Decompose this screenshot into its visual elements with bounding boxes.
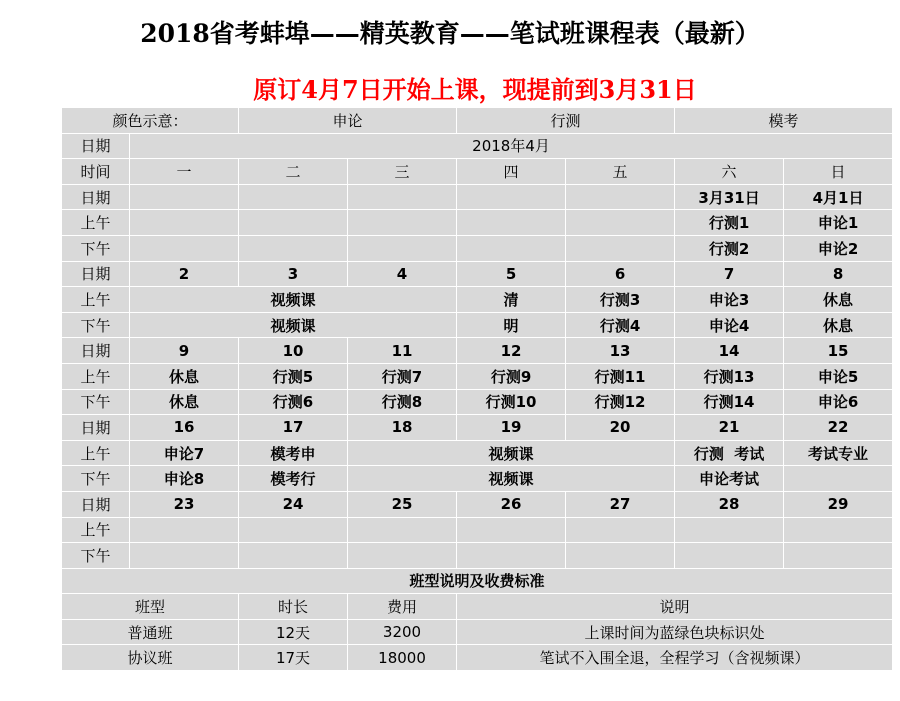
date-cell: 21 (675, 415, 784, 441)
session-cell (130, 235, 239, 261)
session-cell: 行测10 (457, 389, 566, 415)
session-cell (457, 235, 566, 261)
date-cell: 20 (566, 415, 675, 441)
session-cell (239, 235, 348, 261)
date-cell: 12 (457, 338, 566, 364)
row-label-pm: 下午 (62, 235, 130, 261)
row-label-pm: 下午 (62, 389, 130, 415)
session-cell: 行测3 (566, 287, 675, 313)
page-title: 2018省考蚌埠——精英教育——笔试班课程表（最新） (140, 19, 760, 48)
date-cell: 23 (130, 491, 239, 517)
mock-exam-cell: 模考申 (239, 440, 348, 466)
rest-cell: 休息 (784, 287, 893, 313)
session-cell: 行测8 (348, 389, 457, 415)
session-cell: 行测13 (675, 363, 784, 389)
date-cell: 4 (348, 261, 457, 287)
date-header-label: 日期 (62, 133, 130, 159)
session-cell (784, 517, 893, 543)
session-cell: 申论8 (130, 466, 239, 492)
holiday-cell: 明 (457, 312, 566, 338)
legend-label: 颜色示意： (62, 108, 239, 134)
date-cell: 8 (784, 261, 893, 287)
class-type: 普通班 (62, 619, 239, 645)
session-cell (348, 517, 457, 543)
session-cell (675, 543, 784, 569)
class-fee: 18000 (348, 645, 457, 671)
legend-row (62, 108, 893, 134)
session-cell (675, 517, 784, 543)
course-schedule-table (61, 107, 893, 671)
date-cell: 10 (239, 338, 348, 364)
session-cell (239, 210, 348, 236)
session-cell: 行测6 (239, 389, 348, 415)
date-cell: 16 (130, 415, 239, 441)
session-cell: 申论3 (675, 287, 784, 313)
date-cell: 22 (784, 415, 893, 441)
row-label-date: 日期 (62, 261, 130, 287)
date-cell: 3月31日 (675, 184, 784, 210)
row-label-date: 日期 (62, 491, 130, 517)
date-cell: 2 (130, 261, 239, 287)
session-cell (784, 466, 893, 492)
weekday-tue: 二 (239, 159, 348, 185)
date-cell: 28 (675, 491, 784, 517)
session-cell: 行测5 (239, 363, 348, 389)
mock-exam-cell: 模考行 (239, 466, 348, 492)
session-cell: 行测12 (566, 389, 675, 415)
date-cell (348, 184, 457, 210)
session-cell: 行测2 (675, 235, 784, 261)
date-cell: 4月1日 (784, 184, 893, 210)
week1-am-row (62, 210, 893, 236)
session-cell (457, 210, 566, 236)
row-label-pm: 下午 (62, 312, 130, 338)
date-cell: 26 (457, 491, 566, 517)
session-cell (239, 517, 348, 543)
date-cell (239, 184, 348, 210)
video-course-cell: 视频课 (348, 440, 675, 466)
exam-cell: 行测 考试 (675, 440, 784, 466)
session-cell (130, 543, 239, 569)
rest-cell: 休息 (130, 389, 239, 415)
fees-header-fee: 费用 (348, 594, 457, 620)
session-cell (348, 543, 457, 569)
time-header-label: 时间 (62, 159, 130, 185)
week1-pm-row (62, 235, 893, 261)
week5-am-row (62, 517, 893, 543)
row-label-am: 上午 (62, 363, 130, 389)
row-label-date: 日期 (62, 338, 130, 364)
month-label: 2018年4月 (130, 133, 893, 159)
session-cell (130, 210, 239, 236)
week2-am-row (62, 287, 893, 313)
fees-header-row (62, 594, 893, 620)
holiday-cell: 清 (457, 287, 566, 313)
session-cell: 申论6 (784, 389, 893, 415)
row-label-am: 上午 (62, 440, 130, 466)
session-cell (566, 543, 675, 569)
fees-section-row (62, 568, 893, 594)
legend-mokao: 模考 (675, 108, 893, 134)
weekday-header-row (62, 159, 893, 185)
class-type: 协议班 (62, 645, 239, 671)
rest-cell: 休息 (130, 363, 239, 389)
session-cell: 申论7 (130, 440, 239, 466)
video-course-cell: 视频课 (130, 287, 457, 313)
schedule-change-notice: 原订4月7日开始上课，现提前到3月31日 (253, 75, 697, 104)
weekday-mon: 一 (130, 159, 239, 185)
weekday-sun: 日 (784, 159, 893, 185)
date-cell: 17 (239, 415, 348, 441)
session-cell (130, 517, 239, 543)
fees-header-desc: 说明 (457, 594, 893, 620)
session-cell (566, 210, 675, 236)
date-cell: 29 (784, 491, 893, 517)
weekday-sat: 六 (675, 159, 784, 185)
fees-section-title: 班型说明及收费标准 (62, 568, 893, 594)
date-cell: 25 (348, 491, 457, 517)
fees-header-type: 班型 (62, 594, 239, 620)
class-fee: 3200 (348, 619, 457, 645)
session-cell: 申论4 (675, 312, 784, 338)
row-label-am: 上午 (62, 287, 130, 313)
session-cell: 申论2 (784, 235, 893, 261)
week4-am-row (62, 440, 893, 466)
weekday-wed: 三 (348, 159, 457, 185)
video-course-cell: 视频课 (130, 312, 457, 338)
row-label-pm: 下午 (62, 466, 130, 492)
week2-date-row (62, 261, 893, 287)
class-duration: 17天 (239, 645, 348, 671)
session-cell: 申论5 (784, 363, 893, 389)
weekday-thu: 四 (457, 159, 566, 185)
video-course-cell: 视频课 (348, 466, 675, 492)
week5-date-row (62, 491, 893, 517)
week4-pm-row (62, 466, 893, 492)
row-label-am: 上午 (62, 210, 130, 236)
row-label-am: 上午 (62, 517, 130, 543)
session-cell (457, 517, 566, 543)
exam-cell: 申论考试 (675, 466, 784, 492)
row-label-pm: 下午 (62, 543, 130, 569)
legend-shenlun: 申论 (239, 108, 457, 134)
session-cell: 行测7 (348, 363, 457, 389)
date-cell: 13 (566, 338, 675, 364)
session-cell: 行测11 (566, 363, 675, 389)
row-label-date: 日期 (62, 184, 130, 210)
fees-header-duration: 时长 (239, 594, 348, 620)
date-cell: 9 (130, 338, 239, 364)
date-cell: 3 (239, 261, 348, 287)
date-cell (457, 184, 566, 210)
row-label-date: 日期 (62, 415, 130, 441)
date-cell: 5 (457, 261, 566, 287)
date-cell (130, 184, 239, 210)
session-cell: 行测14 (675, 389, 784, 415)
weekday-fri: 五 (566, 159, 675, 185)
week3-date-row (62, 338, 893, 364)
fees-row-regular (62, 619, 893, 645)
session-cell: 行测1 (675, 210, 784, 236)
session-cell: 申论1 (784, 210, 893, 236)
fees-row-agreement (62, 645, 893, 671)
session-cell (566, 235, 675, 261)
date-cell: 14 (675, 338, 784, 364)
session-cell: 行测4 (566, 312, 675, 338)
session-cell (348, 210, 457, 236)
session-cell (566, 517, 675, 543)
session-cell (457, 543, 566, 569)
session-cell (784, 543, 893, 569)
class-description: 上课时间为蓝绿色块标识处 (457, 619, 893, 645)
week5-pm-row (62, 543, 893, 569)
class-description: 笔试不入围全退，全程学习（含视频课） (457, 645, 893, 671)
week4-date-row (62, 415, 893, 441)
class-duration: 12天 (239, 619, 348, 645)
date-cell: 19 (457, 415, 566, 441)
date-cell: 7 (675, 261, 784, 287)
legend-xingce: 行测 (457, 108, 675, 134)
week1-date-row (62, 184, 893, 210)
date-cell: 24 (239, 491, 348, 517)
exam-cell: 考试专业 (784, 440, 893, 466)
week3-pm-row (62, 389, 893, 415)
date-cell: 15 (784, 338, 893, 364)
date-cell: 6 (566, 261, 675, 287)
session-cell (348, 235, 457, 261)
rest-cell: 休息 (784, 312, 893, 338)
date-cell (566, 184, 675, 210)
date-cell: 18 (348, 415, 457, 441)
session-cell: 行测9 (457, 363, 566, 389)
month-header-row (62, 133, 893, 159)
session-cell (239, 543, 348, 569)
date-cell: 11 (348, 338, 457, 364)
week2-pm-row (62, 312, 893, 338)
date-cell: 27 (566, 491, 675, 517)
week3-am-row (62, 363, 893, 389)
